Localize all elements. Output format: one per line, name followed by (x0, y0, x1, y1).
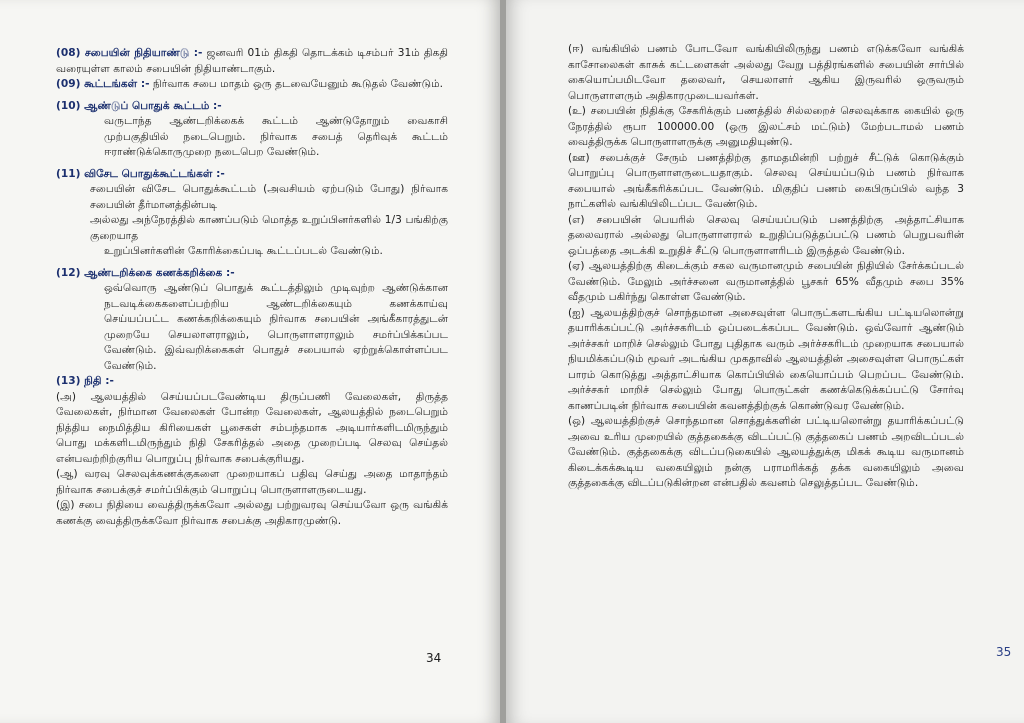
right-page-content (568, 42, 964, 492)
page-number-left: 34 (426, 651, 442, 665)
section-09-heading: (09) கூட்டங்கள் :- (56, 78, 150, 90)
right-page (506, 0, 1024, 723)
section-09-text: நிர்வாக சபை மாதம் ஒரு தடவையேனும் கூடுதல் வேண்டும். (152, 78, 444, 90)
section-12-text: ஒவ்வொரு ஆண்டுப் பொதுக் கூட்டத்திலும் முடிவுற்ற ஆண்டுக்கான நடவடிக்கைகளைப்பற்றிய ஆண்டறிக்கையும் கணக்காய்வு செய்யப்பட்ட கணக்கறிக்கையும் நிர்வாக சபையின் அங்கீகாரத்துடன் முறையே செயலாளராலும், பொருளாளராலும் சமர்ப்பிக்கப்பட வேண்டும். இவ்வறிக்கைகள் பொதுச் சபையால் ஏற்றுக்கொள்ளப்பட வேண்டும். (104, 282, 448, 372)
section-12-heading: (12) ஆண்டறிக்கை கணக்கறிக்கை :- (56, 266, 235, 279)
left-page (0, 0, 500, 723)
section-10-heading: (10) ஆண்டுப் பொதுக் கூட்டம் :- (56, 99, 222, 112)
left-page-content (56, 46, 448, 529)
section-13-u: (உ) சபையின் நிதிக்கு சேகரிக்கும் பணத்தில் சில்லறைச் செலவுக்காக கையில் ஒரு நேரத்தில் ரூபா 100000.00 (ஒரு இலட்சம் மட்டும்) மேற்படாமல் பணம் வைத்திருக்க பொருளாளருக்கு அனுமதியுண்டு. (568, 105, 964, 148)
section-13-i: (இ) சபை நிதியை வைத்திருக்கவோ அல்லது பற்றுவரவு செய்யவோ ஒரு வங்கிக் கணக்கு வைத்திருக்கவோ நிர்வாக சபைக்கு அதிகாரமுண்டு. (56, 499, 448, 527)
section-11-text-3: உறுப்பினர்களின் கோரிக்கைப்படி கூட்டப்படல் வேண்டும். (104, 245, 383, 257)
section-08 (56, 46, 448, 77)
section-13-ai: (ஐ) ஆலயத்திற்குச் சொந்தமான அசைவுள்ள பொருட்களடங்கிய பட்டியலொன்று தயாரிக்கப்பட்டு அர்ச்சகரிடம் ஒப்படைக்கப்பட வேண்டும். ஒவ்வோர் ஆண்டும் அர்ச்சகர் மாறிச் செல்லும் போது புதிதாக வரும் அர்ச்சகரிடம் முறையாக சபையால் நியமிக்கப்படும் மூவர் அடங்கிய முகதாவில் ஆலயத்தின் அசைவுள்ள பொருட்கள் பாரம் கொடுத்து அத்தாட்சியாக கொப்பியில் கையொப்பம் பெறப்பட வேண்டும். அர்ச்சகர் மாறிச் செல்லும் போது பொருட்கள் கணக்கெடுக்கப்பட்டு சோர்வு காணப்படின் நிர்வாக சபையின் கவனத்திற்குக் கொண்டுவர வேண்டும். (568, 306, 964, 412)
section-13-ee: (ஏ) ஆலயத்திற்கு கிடைக்கும் சகல வருமானமும் சபையின் நிதியில் சேர்க்கப்படல் வேண்டும். மேலும் அர்ச்சனை வருமானத்தில் பூசகர் 65% வீதமும் சபை 35% வீதமும் பகிர்ந்து கொள்ள வேண்டும். (568, 260, 964, 303)
section-13-uu: (ஊ) சபைக்குச் சேரும் பணத்திற்கு தாமதமின்றி பற்றுச் சீட்டுக் கொடுக்கும் பொறுப்பு பொருளாளருடையதாகும். செலவு செய்யப்படும் பணம் நிர்வாக சபையால் அங்கீகரிக்கப்பட வேண்டும். மிகுதிப் பணம் கைபிருப்பில் வந்த 3 நாட்களில் வங்கியிலிடப்பட வேண்டும். (568, 151, 964, 210)
section-13-ii: (ஈ) வங்கியில் பணம் போடவோ வங்கியிலிருந்து பணம் எடுக்கவோ வங்கிக் காசோலைகள் காசுக் கட்டளைகள் அல்லது வேறு பத்திரங்களில் சபையின் சார்பில் கையொப்பமிடவோ தலைவர், செயலாளர் ஆகிய இருவரில் ஒருவரும் பொருளாளரும் அதிகாரமுடையவர்கள். (568, 43, 964, 102)
section-11-text-1: சபையின் விசேட பொதுக்கூட்டம் (அவசியம் ஏற்படும் போது) நிர்வாக சபையின் தீர்மானத்தின்படி (90, 183, 448, 211)
section-08-heading: (08) சபையின் நிதியாண்டு :- (56, 47, 203, 59)
section-13-o: (ஒ) ஆலயத்திற்குச் சொந்தமான சொத்துக்களின் பட்டியலொன்று தயாரிக்கப்பட்டு அவை உரிய முறையில் குத்தகைக்கு விடப்பட்டு குத்தகைப் பணம் அறவிடப்படல் வேண்டும். குத்தகைக்கு விடப்படுகையில் ஆலயத்துக்கு மிகக் கூடிய வருமானம் கிடைக்கக்கூடிய வகையிலும் நன்கு பராமரிக்கத் தக்க வகையிலும் அவை குத்தகைக்கு விடப்படுகின்றன என்பதில் கவனம் செலுத்தப்பட வேண்டும். (568, 415, 964, 489)
section-11-heading: (11) விசேட பொதுக்கூட்டங்கள் :- (56, 167, 225, 180)
section-13-e: (எ) சபையின் பெயரில் செலவு செய்யப்படும் பணத்திற்கு அத்தாட்சியாக தலைவரால் அல்லது பொருளாளரால் உறுதிப்படுத்தப்பட்டு பணம் பெறுபவரின் ஒப்பத்தை அடக்கி உறுதிச் சீட்டு பொருளாளரிடம் இருத்தல் வேண்டும். (568, 213, 965, 257)
page-number-right: 35 (996, 645, 1012, 659)
section-08-text: ஜனவரி 01ம் திகதி தொடக்கம் டிசம்பர் 31ம் திகதி வரையுள்ள காலம் சபையின் நிதியாண்டாகும். (56, 47, 448, 75)
section-09 (56, 77, 448, 93)
section-11-text-2: அல்லது அந்நேரத்தில் காணப்படும் மொத்த உறுப்பினர்களில் 1/3 பங்கிற்கு குறையாத (90, 214, 448, 242)
section-13-aa: (ஆ) வரவு செலவுக்கணக்குகளை முறையாகப் பதிவு செய்து அதை மாதாந்தம் நிர்வாக சபைக்குச் சமர்ப்பிக்கும் பொறுப்பு பொருளாளருடையது. (56, 468, 448, 496)
section-13-a: (அ) ஆலயத்தில் செய்யப்படவேண்டிய திருப்பணி வேலைகள், திருத்த வேலைகள், நிர்மான வேலைகள் போன்ற வேலைகள், ஆலயத்தில் நடைபெறும் நித்திய நைமித்திய கிரியைகள் பூசைகள் சம்பந்தமாக அடியார்களிடமிருந்தும் பொது மக்களிடமிருந்தும் நிதி சேகரித்தல் அதை முறைப்படி செலவு செய்தல் என்பவற்றிற்குரிய பொறுப்பு நிர்வாக சபைக்குரியது. (56, 390, 448, 465)
section-13-heading: (13) நிதி :- (56, 375, 114, 387)
section-10-text: வருடாந்த ஆண்டறிக்கைக் கூட்டம் ஆண்டுதோறும் வைகாசி முற்பகுதியில் நடைபெறும். நிர்வாக சபைத் தெரிவுக் கூட்டம் ஈராண்டுக்கொருமுறை நடைபெற வேண்டும். (104, 115, 448, 158)
